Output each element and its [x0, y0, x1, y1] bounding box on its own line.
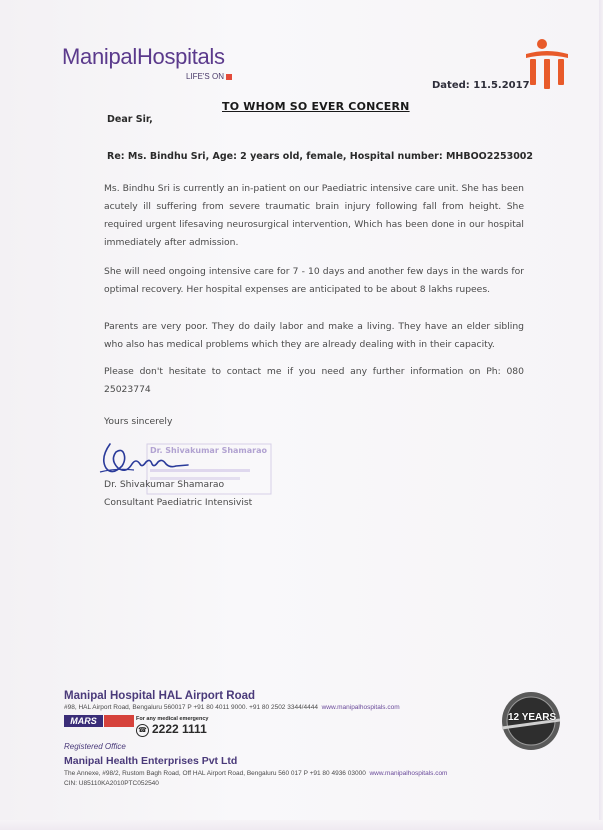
- logo-tagline: [186, 72, 232, 81]
- emergency-number: 2222 1111: [152, 722, 207, 736]
- hospital-logo-name: ManipalHospitals: [62, 44, 225, 69]
- letter-date: Dated: 11.5.2017: [432, 80, 530, 91]
- phone-icon: ☎: [136, 724, 149, 737]
- mars-logo: MARS: [64, 715, 103, 727]
- branch-address-text: #98, HAL Airport Road, Bengaluru 560017 P +91 80 4011 9000. +91 80 2502 3344/4444: [64, 704, 318, 711]
- logo-tagline-text: LIFE'S ON: [186, 72, 224, 81]
- paragraph-patient-status: Ms. Bindhu Sri is currently an in-patient on our Paediatric intensive care unit. She has been acutely ill suffering from severe traumatic brain injury following fall from height. She required urgent lifesaving neurosurgical intervention, Which has been done in our hospital immediately after admission.: [104, 183, 524, 248]
- signatory-title: Consultant Paediatric Intensivist: [104, 497, 253, 508]
- paragraph-family: Parents are very poor. They do daily labor and make a living. They have an elder sibling who also has medical problems which they are already dealing with in their capacity.: [104, 321, 524, 350]
- badge-text: 12 YEARS: [508, 712, 557, 723]
- emergency-label: For any medical emergency: [136, 716, 209, 722]
- paragraph-care-expenses: She will need ongoing intensive care for 7 - 10 days and another few days in the wards for optimal recovery. Her hospital expenses are anticipated to be about 8 lakhs rupees.: [104, 266, 524, 295]
- office-address-text: The Annexe, #98/2, Rustom Bagh Road, Off HAL Airport Road, Bengaluru 560 017 P +91 80 4936 03000: [64, 770, 366, 777]
- office-url: www.manipalhospitals.com: [369, 770, 448, 777]
- signature: [96, 438, 196, 482]
- office-address: [64, 770, 447, 777]
- manipal-brand-icon: [524, 36, 570, 92]
- cin-number: CIN: U85110KA2010PTC052540: [64, 780, 159, 787]
- mars-logo-sub: [104, 715, 134, 727]
- scan-bottom-edge: [0, 820, 603, 830]
- reference-line: Re: Ms. Bindhu Sri, Age: 2 years old, female, Hospital number: MHBOO2253002: [107, 151, 534, 162]
- company-name: Manipal Health Enterprises Pvt Ltd: [64, 755, 238, 767]
- salutation: Dear Sir,: [107, 114, 153, 125]
- flag-icon: [226, 74, 232, 80]
- registered-office-label: Registered Office: [64, 742, 126, 751]
- branch-title: Manipal Hospital HAL Airport Road: [64, 690, 256, 702]
- paragraph-contact: Please don't hesitate to contact me if you need any further information on Ph: 080 25023774: [104, 366, 524, 395]
- branch-url: www.manipalhospitals.com: [321, 704, 400, 711]
- stamp-text: Dr. Shivakumar Shamarao: [150, 446, 267, 455]
- letter-heading: TO WHOM SO EVER CONCERN: [222, 100, 410, 113]
- scan-edge: [599, 0, 603, 830]
- branch-address: [64, 704, 400, 711]
- closing: Yours sincerely: [104, 416, 173, 427]
- signatory-name: Dr. Shivakumar Shamarao: [104, 479, 225, 490]
